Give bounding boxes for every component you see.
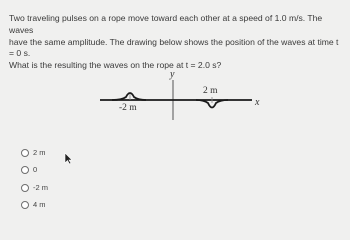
answer-option[interactable] xyxy=(21,199,46,210)
answer-option-label: 0 xyxy=(33,165,38,174)
question-line: Two traveling pulses on a rope move toward each other at a speed of 1.0 m/s. The waves xyxy=(9,13,323,35)
left-marker-label: -2 m xyxy=(119,103,137,113)
left-pulse xyxy=(112,93,146,100)
radio-button[interactable] xyxy=(21,201,29,209)
radio-button[interactable] xyxy=(21,184,29,192)
right-marker-label: 2 m xyxy=(203,86,218,96)
radio-button[interactable] xyxy=(21,166,29,174)
mouse-pointer-icon xyxy=(64,152,73,165)
question-line: What is the resulting the waves on the rope at t = 2.0 s? xyxy=(9,60,222,71)
answer-option-label: 2 m xyxy=(33,148,46,157)
question-line: have the same amplitude. The drawing below shows the position of the waves at time t = 0 s. xyxy=(9,36,339,59)
answer-option[interactable] xyxy=(21,147,46,158)
x-axis-label: x xyxy=(255,97,260,108)
radio-button[interactable] xyxy=(21,149,29,157)
answer-option-label: -2 m xyxy=(33,183,48,192)
answer-option-label: 4 m xyxy=(33,200,46,209)
answer-option[interactable] xyxy=(21,182,48,193)
answer-option[interactable] xyxy=(21,164,37,175)
y-axis-label: y xyxy=(170,69,175,80)
